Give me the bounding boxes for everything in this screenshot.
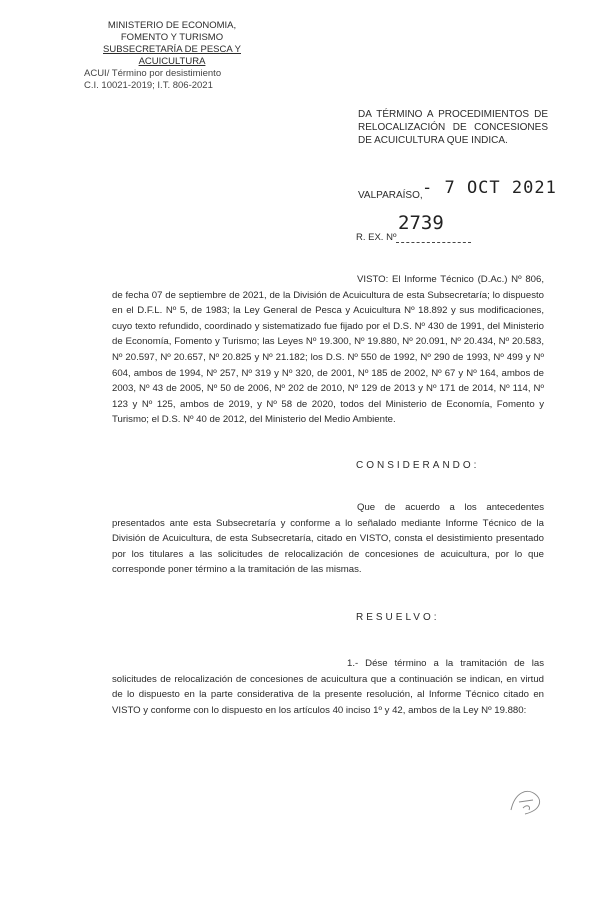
reference-line-2: C.I. 10021-2019; I.T. 806-2021	[84, 80, 213, 91]
resolution-subject: DA TÉRMINO A PROCEDIMIENTOS DE RELOCALIZACIÓN DE CONCESIONES DE ACUICULTURA QUE INDICA.	[358, 109, 548, 146]
initials-stamp	[505, 780, 547, 822]
resolution-number-label: R. EX. Nº	[356, 232, 397, 243]
reference-line-1: ACUI/ Término por desistimiento	[84, 68, 222, 79]
ministry-name: MINISTERIO DE ECONOMIA,	[107, 20, 237, 31]
ministry-name-line2: FOMENTO Y TURISMO	[120, 32, 224, 43]
number-underline	[396, 242, 471, 243]
resolution-number-field	[356, 232, 471, 243]
resuelvo-paragraph-1: 1.- Dése término a la tramitación de las solicitudes de relocalización de concesiones de acuicultura que a continuación se indican, en virtud de lo dispuesto en la parte considerativa de la presente resolución, al Informe Técnico citado en VISTO y conforme con lo dispuesto en los artículos 40 inciso 1º y 42, ambos de la Ley Nº 19.880:	[112, 658, 544, 716]
visto-paragraph: VISTO: El Informe Técnico (D.Ac.) Nº 806, de fecha 07 de septiembre de 2021, de la División de Acuicultura de esta Subsecretaría; lo dispuesto en el D.F.L. Nº 5, de 1983; la Ley General de Pesca y Acuicultura Nº 18.892 y sus modificaciones, cuyo texto refundido, coordinado y sistematizado fue fijado por el D.S. Nº 430 de 1991, del Ministerio de Economía, Fomento y Turismo; las Leyes Nº 19.300, Nº 19.880, Nº 20.091, Nº 20.434, Nº 20.583, Nº 20.597, Nº 20.657, Nº 20.825 y Nº 21.182; los D.S. Nº 550 de 1992, Nº 290 de 1993, Nº 499 y Nº 604, ambos de 1994, Nº 257, Nº 319 y Nº 320, de 2001, Nº 185 de 2002, Nº 67 y Nº 164, ambos de 2003, Nº 43 de 2005, Nº 50 de 2006, Nº 202 de 2010, Nº 129 de 2013 y Nº 171 de 2014, Nº 114, Nº 123 y Nº 125, ambos de 2019, y Nº 58 de 2020, todos del Ministerio de Economía, Fomento y Turismo; el D.S. Nº 40 de 2012, del Ministerio del Medio Ambiente.	[112, 274, 544, 426]
subsecretaria-name: SUBSECRETARÍA DE PESCA Y ACUICULTURA	[103, 44, 241, 67]
place-label: VALPARAÍSO,	[358, 190, 423, 201]
date-stamp: - 7 OCT 2021	[422, 178, 557, 198]
resuelvo-heading: RESUELVO:	[356, 612, 440, 623]
considerando-paragraph: Que de acuerdo a los antecedentes presentados ante esta Subsecretaría y conforme a lo señalado mediante Informe Técnico de la División de Acuicultura, de esta Subsecretaría, citado en VISTO, consta el desistimiento presentado por los titulares a las solicitudes de relocalización de concesiones de acuicultura, por lo que corresponde poner término a la tramitación de las mismas.	[112, 502, 544, 576]
considerando-heading: CONSIDERANDO:	[356, 460, 480, 471]
resolution-number: 2739	[398, 212, 444, 234]
letterhead	[72, 20, 272, 92]
